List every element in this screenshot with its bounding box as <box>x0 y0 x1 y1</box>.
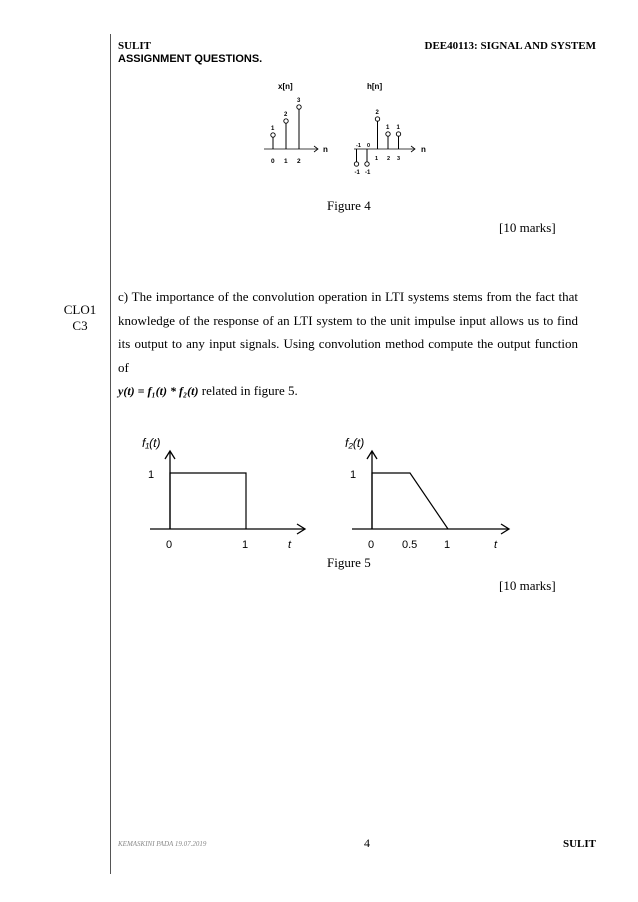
figure-5-marks: [10 marks] <box>499 578 556 593</box>
f2-title: f₂(t) <box>345 436 365 450</box>
f2-signal <box>372 473 448 529</box>
hn-tick-neg1: -1 <box>356 143 361 149</box>
hn-tick-2: 2 <box>387 156 391 162</box>
xn-value-label-2: 3 <box>297 98 301 104</box>
f1-xtick-1: 1 <box>242 539 249 551</box>
hn-value-label--1: -1 <box>354 170 360 176</box>
footer-updated: KEMASKINI PADA 19.07.2019 <box>118 840 207 848</box>
xn-axis-label: n <box>323 145 328 154</box>
f1-plot <box>142 436 305 551</box>
f1-signal <box>170 473 246 529</box>
margin-rule <box>110 34 111 874</box>
hn-value-label-1: 2 <box>375 110 379 116</box>
hn-stem-marker-2 <box>386 132 390 136</box>
question-c-text-end: related in figure 5. <box>198 383 298 398</box>
clo-label <box>60 302 100 334</box>
hn-stem-marker-0 <box>365 162 369 166</box>
f2-ytick-1: 1 <box>350 469 357 481</box>
hn-axis-label: n <box>421 145 426 154</box>
xn-value-label-0: 1 <box>271 126 275 132</box>
figure-5-caption: Figure 5 <box>327 555 371 570</box>
hn-tick-3: 3 <box>397 156 401 162</box>
hn-stem-marker-1 <box>375 117 379 121</box>
xn-tick-2: 2 <box>297 158 301 165</box>
hn-tick-1: 1 <box>375 156 379 162</box>
f2-plot <box>345 436 509 551</box>
hn-stem-marker-3 <box>396 132 400 136</box>
question-c-text: c) The importance of the convolution operation in LTI systems stems from the fact that knowledge of the response of an LTI system to the unit impulse input allows us to find its output to any input signals. Using convolution method compute the output function of <box>118 289 578 375</box>
f2-xtick-05: 0.5 <box>402 539 418 551</box>
clo-level: C3 <box>72 318 88 333</box>
f2-xtick-1: 1 <box>444 539 451 551</box>
xn-value-label-1: 2 <box>284 112 288 118</box>
hn-stem-marker--1 <box>354 162 358 166</box>
f2-xtick-0: 0 <box>368 539 375 551</box>
hn-value-label-3: 1 <box>396 125 400 131</box>
xn-title: x[n] <box>278 82 293 91</box>
hn-tick-0: 0 <box>367 143 371 149</box>
footer-right: SULIT <box>562 838 596 850</box>
figure-4-marks: [10 marks] <box>499 220 556 235</box>
f1-xtick-0: 0 <box>166 539 173 551</box>
f2-x-label: t <box>494 539 498 551</box>
xn-stem-marker-0 <box>271 133 275 137</box>
hn-value-label-2: 1 <box>386 125 390 131</box>
hn-title: h[n] <box>367 82 383 91</box>
figure-4-caption: Figure 4 <box>327 198 371 213</box>
figure-5 <box>130 430 530 555</box>
header-left: SULIT <box>118 40 152 52</box>
f1-title: f₁(t) <box>142 436 161 450</box>
clo-code: CLO1 <box>63 302 97 317</box>
page-number: 4 <box>364 836 370 850</box>
figure-4 <box>250 78 450 190</box>
xn-stem-marker-1 <box>284 119 288 123</box>
xn-stem-marker-2 <box>297 105 301 109</box>
hn-value-label-0: -1 <box>365 170 371 176</box>
header-subtitle: ASSIGNMENT QUESTIONS. <box>118 53 263 65</box>
xn-tick-0: 0 <box>271 158 275 165</box>
header-right: DEE40113: SIGNAL AND SYSTEM <box>424 40 596 52</box>
question-c-equation: y(t) = f₁(t) * f₂(t) <box>118 384 199 398</box>
f1-x-label: t <box>288 539 292 551</box>
hn-plot <box>354 82 426 176</box>
f1-ytick-1: 1 <box>148 469 155 481</box>
xn-tick-1: 1 <box>284 158 288 165</box>
xn-plot <box>264 82 328 165</box>
question-c <box>118 285 578 404</box>
